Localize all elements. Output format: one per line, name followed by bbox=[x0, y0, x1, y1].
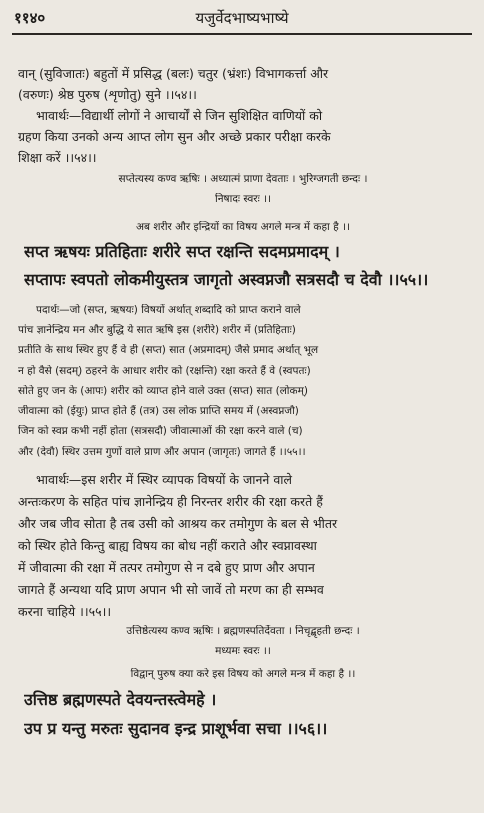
rishi-devata-line: उत्तिष्ठेत्यस्य कण्व ऋषिः । ब्रह्मणस्पतिर्देवता । निचृद्बृहती छन्दः । bbox=[126, 625, 360, 637]
bhavartha-line: जागते हैं अन्यथा यदि प्राण अपान भी सो जावें तो मरण का ही सम्भव bbox=[18, 582, 324, 597]
bhavartha-line: और जब जीव सोता है तब उसी को आश्रय कर तमोगुण के बल से भीतर bbox=[18, 516, 338, 531]
mantra-line: सप्त ऋषयः प्रतिहिताः शरीरे सप्त रक्षन्ति सदमप्रमादम् । bbox=[24, 242, 340, 261]
text-line: शिक्षा करें ।।५४।। bbox=[18, 150, 97, 165]
topic-intro: अब शरीर और इन्द्रियों का विषय अगले मन्त्र में कहा है ।। bbox=[136, 221, 350, 233]
topic-intro: विद्वान् पुरुष क्या करे इस विषय को अगले मन्त्र में कहा है ।। bbox=[130, 668, 356, 680]
rishi-devata-line: सप्तेत्यस्य कण्व ऋषिः । अध्यात्मं प्राणा देवताः । भुरिग्जगती छन्दः । bbox=[118, 173, 368, 185]
padartha-line: जीवात्मा को (ईयुः) प्राप्त होते हैं (तत्र) उस लोक प्राप्ति समय में (अस्वप्नजौ) bbox=[18, 405, 299, 417]
text-line: वान् (सुविजातः) बहुतों में प्रसिद्ध (बलः) चतुर (भ्रंशः) विभागकर्त्ता और bbox=[18, 66, 329, 81]
svara-line: मध्यमः स्वरः ।। bbox=[215, 645, 271, 657]
bhavartha-line: को स्थिर होते किन्तु बाह्य विषय का बोध नहीं कराते और स्वप्नावस्था bbox=[18, 538, 317, 553]
padartha-line: पदार्थः—जो (सप्त, ऋषयः) विषयों अर्थात् शब्दादि को प्राप्त कराने वाले bbox=[36, 304, 301, 316]
bhavartha-line: अन्तःकरण के सहित पांच ज्ञानेन्द्रिय ही निरन्तर शरीर की रक्षा करते हैं bbox=[18, 494, 323, 509]
mantra-line: उप प्र यन्तु मरुतः सुदानव इन्द्र प्राशूर्भवा सचा ।।५६।। bbox=[24, 719, 328, 738]
bhavartha-line: में जीवात्मा की रक्षा में तत्पर तमोगुण से न दबे हुए प्राण और अपान bbox=[18, 560, 315, 575]
bhavartha-line: भावार्थः—इस शरीर में स्थिर व्यापक विषयों के जानने वाले bbox=[36, 472, 293, 487]
header-rule bbox=[12, 33, 472, 35]
text-line: ग्रहण किया उनको अन्य आप्त लोग सुन और अच्छे प्रकार परीक्षा करके bbox=[18, 129, 331, 144]
bhavartha-line: करना चाहिये ।।५५।। bbox=[18, 604, 112, 619]
text-line: (वरुणः) श्रेष्ठ पुरुष (शृणोतु) सुने ।।५४।। bbox=[18, 87, 197, 102]
padartha-line: और (देवौ) स्थिर उत्तम गुणों वाले प्राण और अपान (जागृतः) जागते हैं ।।५५।। bbox=[18, 446, 306, 458]
page-header bbox=[14, 8, 470, 30]
padartha-line: पांच ज्ञानेन्द्रिय मन और बुद्धि ये सात ऋषि इस (शरीरे) शरीर में (प्रतिहिताः) bbox=[18, 324, 296, 336]
svara-line: निषादः स्वरः ।। bbox=[214, 193, 271, 205]
page-number: ११४० bbox=[14, 9, 46, 27]
padartha-line: न हो वैसे (सदम्) ठहरने के आधार शरीर को (रक्षन्ति) रक्षा करते हैं वे (स्वपतः) bbox=[18, 365, 311, 377]
padartha-line: जिन को स्वप्न कभी नहीं होता (सत्रसदौ) जीवात्माओं की रक्षा करने वाले (च) bbox=[18, 425, 303, 437]
mantra-line: सप्तापः स्वपतो लोकमीयुस्तत्र जागृतो अस्वप्नजौ सत्रसदौ च देवौ ।।५५।। bbox=[24, 270, 429, 289]
padartha-line: सोते हुए जन के (आपः) शरीर को व्याप्त होने वाले उक्त (सप्त) सात (लोकम्) bbox=[18, 385, 308, 397]
mantra-line: उत्तिष्ठ ब्रह्मणस्पते देवयन्तस्त्वेमहे । bbox=[24, 690, 217, 709]
text-line: भावार्थः—विद्यार्थी लोगों ने आचार्यों से जिन सुशिक्षित वाणियों को bbox=[36, 108, 323, 123]
running-title: यजुर्वेदभाष्यभाष्ये bbox=[195, 9, 289, 27]
padartha-line: प्रतीति के साथ स्थिर हुए हैं वे ही (सप्त) सात (अप्रमादम्) जैसे प्रमाद अर्थात् भूल bbox=[18, 344, 319, 356]
